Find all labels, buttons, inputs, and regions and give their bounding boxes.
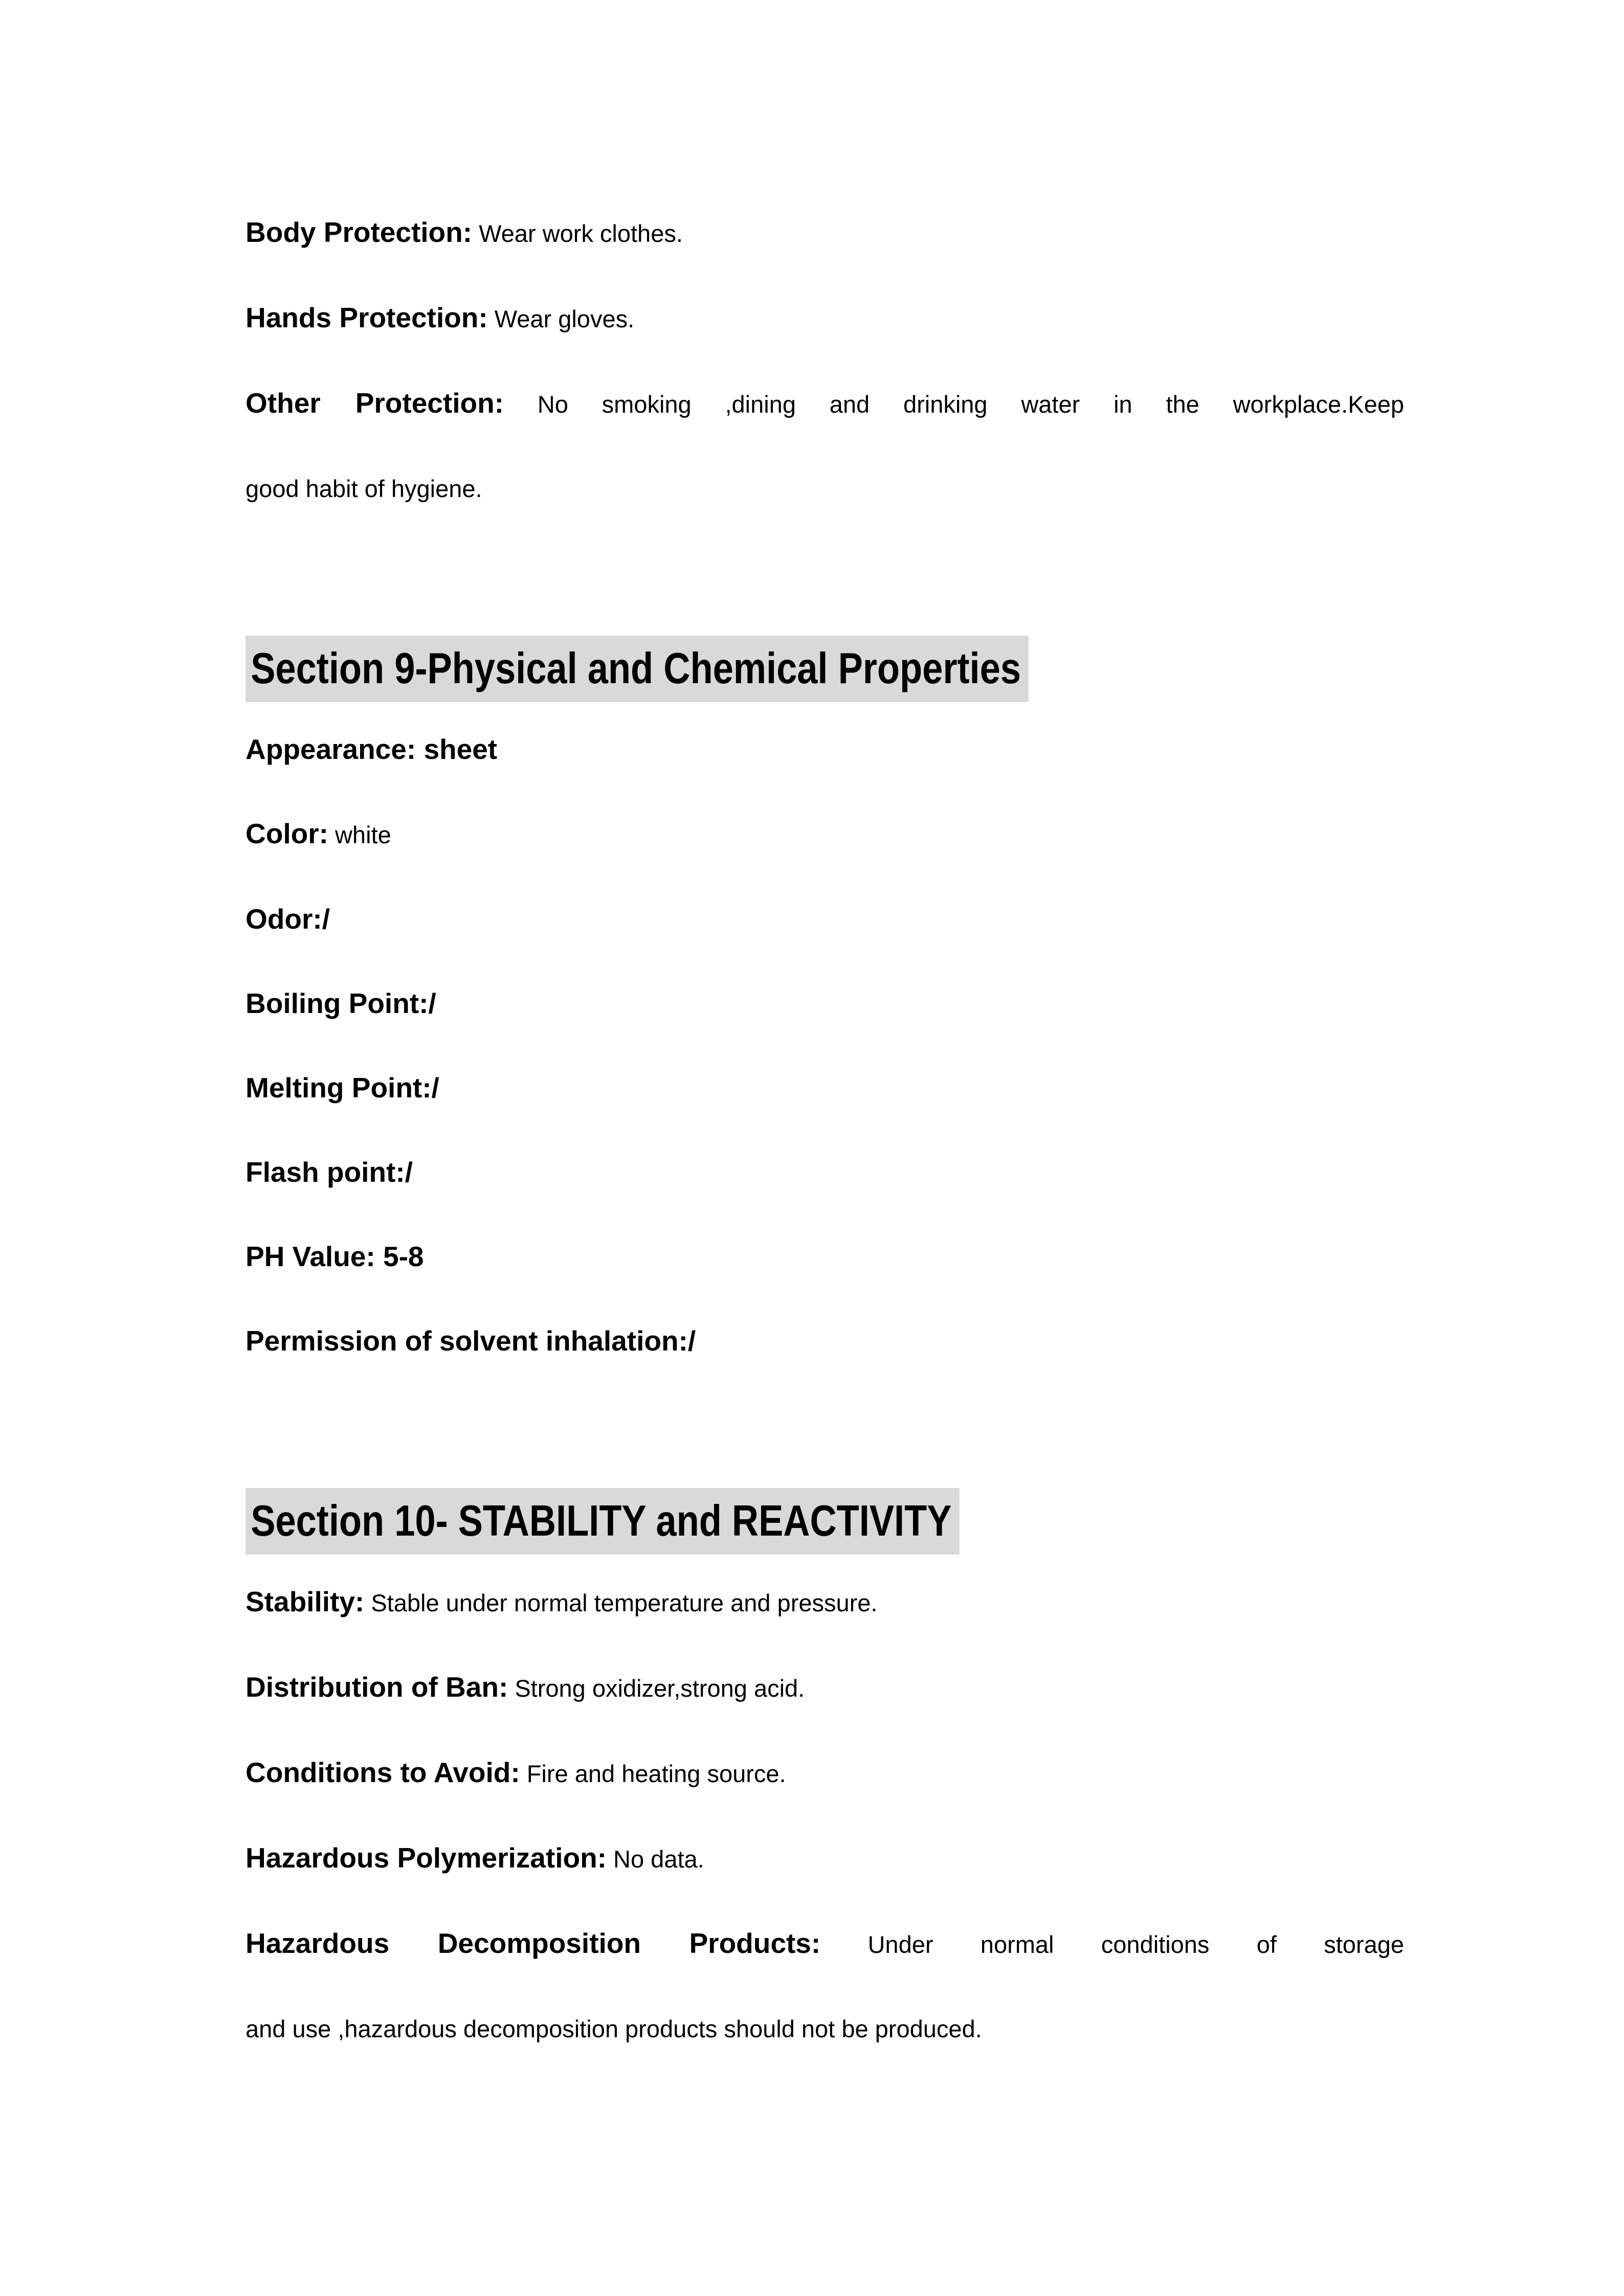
appearance-row: Appearance: sheet xyxy=(246,733,498,765)
section10-heading-row xyxy=(246,1488,1404,1555)
odor-row: Odor:/ xyxy=(246,903,330,935)
section10-heading: Section 10- STABILITY and REACTIVITY xyxy=(246,1488,960,1555)
conditions-to-avoid-value: Fire and heating source. xyxy=(526,1760,786,1787)
color-label: Color: xyxy=(246,818,328,849)
hazardous-decomposition-label: Hazardous Decomposition Products: xyxy=(246,1927,821,1959)
flash-point-row: Flash point:/ xyxy=(246,1156,413,1188)
blank-line xyxy=(246,1383,1404,1468)
distribution-of-ban-label: Distribution of Ban: xyxy=(246,1671,508,1703)
hazardous-polymerization-row xyxy=(246,1816,1404,1901)
melting-point-row: Melting Point:/ xyxy=(246,1072,439,1104)
conditions-to-avoid-label: Conditions to Avoid: xyxy=(246,1757,520,1788)
hazardous-decomposition-row-line1 xyxy=(246,1901,1404,1987)
other-protection-label: Other Protection: xyxy=(246,387,504,419)
stability-row xyxy=(246,1560,1404,1645)
other-protection-value-line2: good habit of hygiene. xyxy=(246,475,482,502)
stability-value: Stable under normal temperature and pressure. xyxy=(371,1589,878,1616)
hands-protection-row xyxy=(246,276,1404,361)
hazardous-decomposition-value-line2: and use ,hazardous decomposition products should not be produced. xyxy=(246,2015,982,2042)
conditions-to-avoid-row xyxy=(246,1730,1404,1816)
distribution-of-ban-row xyxy=(246,1645,1404,1730)
other-protection-row-line2 xyxy=(246,446,1404,531)
other-protection-value-line1: No smoking ,dining and drinking water in the workplace.Keep xyxy=(537,391,1404,418)
permission-row: Permission of solvent inhalation:/ xyxy=(246,1325,696,1357)
body-protection-row xyxy=(246,190,1404,276)
section9-heading-row xyxy=(246,636,1404,702)
boiling-point-row: Boiling Point:/ xyxy=(246,987,436,1019)
hazardous-polymerization-value: No data. xyxy=(613,1845,704,1873)
body-protection-value: Wear work clothes. xyxy=(479,220,683,247)
other-protection-row-line1 xyxy=(246,361,1404,446)
hazardous-decomposition-row-line2 xyxy=(246,1987,1404,2071)
section9-heading: Section 9-Physical and Chemical Properties xyxy=(246,636,1029,702)
hands-protection-label: Hands Protection: xyxy=(246,302,488,333)
ph-value-row: PH Value: 5-8 xyxy=(246,1241,424,1272)
color-row xyxy=(246,792,1404,877)
hazardous-decomposition-value-line1: Under normal conditions of storage xyxy=(867,1931,1404,1958)
body-protection-label: Body Protection: xyxy=(246,216,473,248)
hands-protection-value: Wear gloves. xyxy=(494,305,635,332)
color-value: white xyxy=(335,821,391,848)
distribution-of-ban-value: Strong oxidizer,strong acid. xyxy=(515,1675,805,1702)
stability-label: Stability: xyxy=(246,1586,365,1617)
hazardous-polymerization-label: Hazardous Polymerization: xyxy=(246,1842,607,1874)
blank-line xyxy=(246,531,1404,615)
